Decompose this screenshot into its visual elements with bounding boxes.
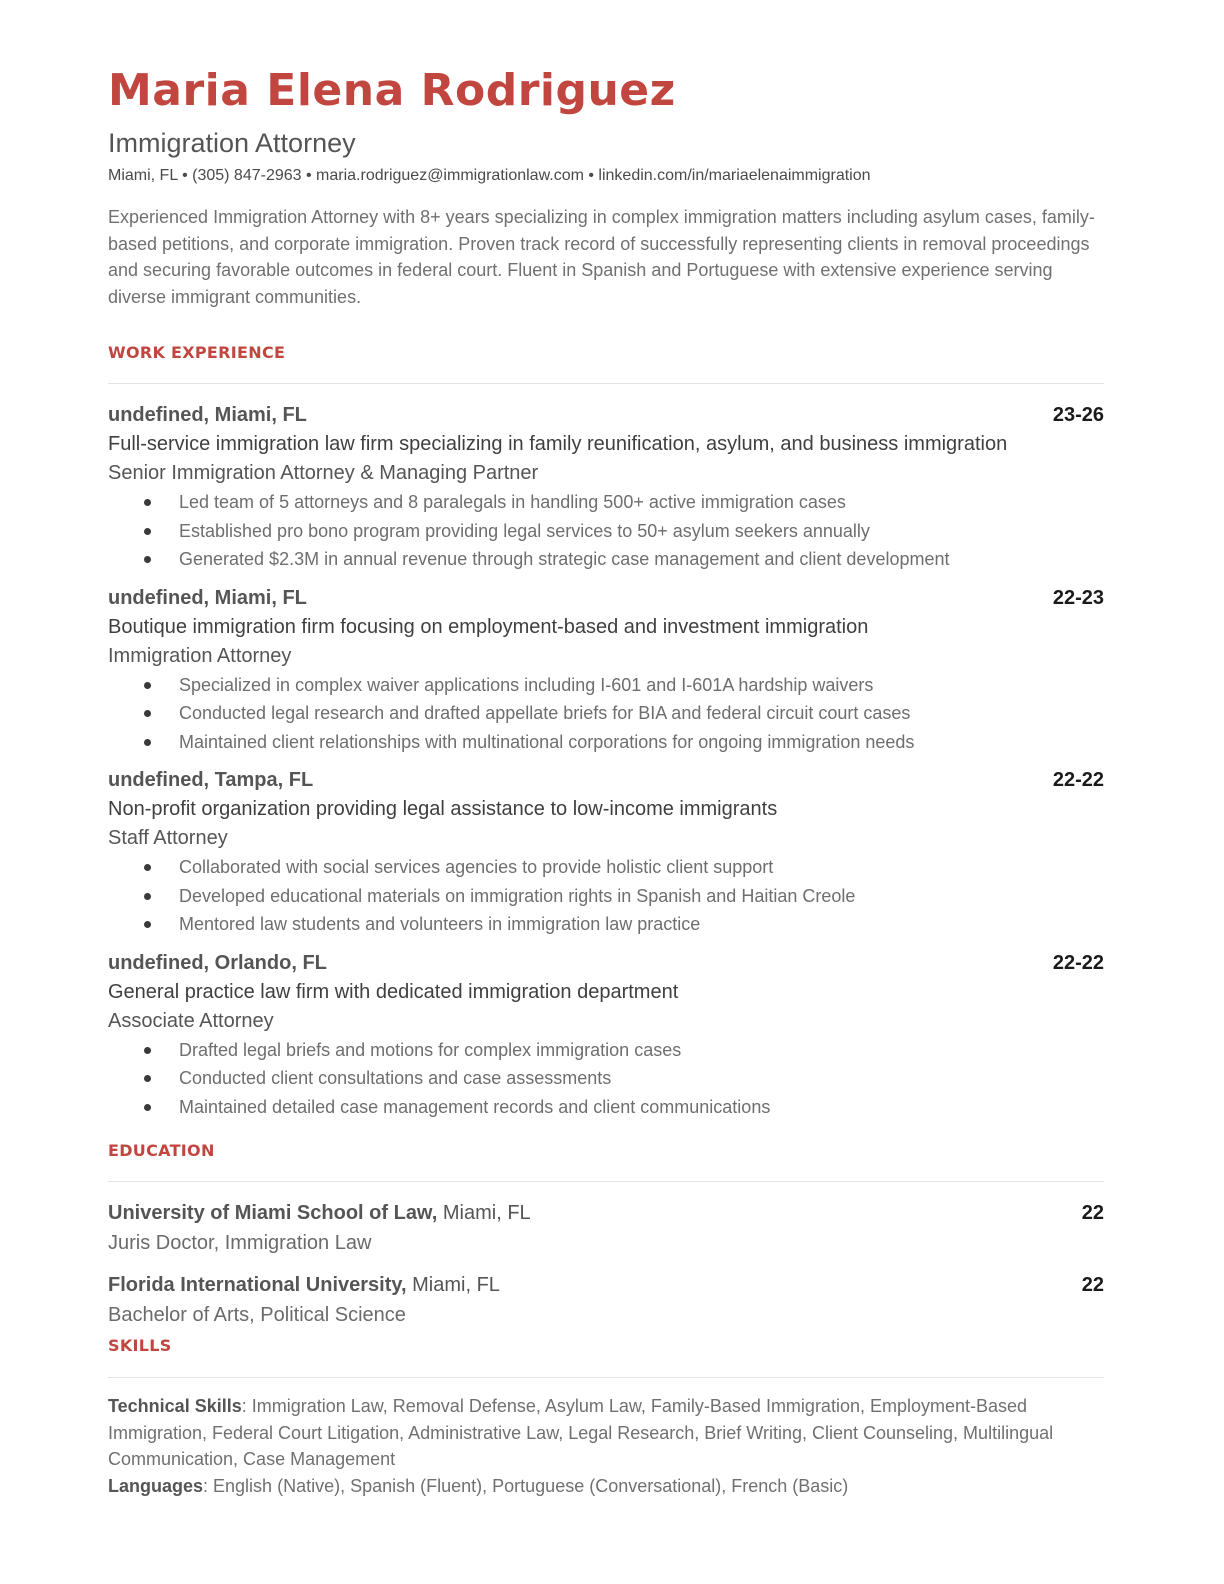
job-bullets xyxy=(108,853,1104,939)
bullet-item: Collaborated with social services agencies to provide holistic client support xyxy=(108,853,1104,882)
education-entry xyxy=(108,1198,1104,1258)
job-description: Boutique immigration firm focusing on employment-based and investment immigration xyxy=(108,615,869,638)
job-entry xyxy=(108,948,1104,1122)
languages-value: : English (Native), Spanish (Fluent), Portuguese (Conversational), French (Basic) xyxy=(203,1475,849,1496)
bullet-item: Maintained detailed case management records and client communications xyxy=(108,1093,1104,1122)
skills-heading: SKILLS xyxy=(108,1336,172,1355)
education-heading: EDUCATION xyxy=(108,1141,215,1160)
job-description: Non-profit organization providing legal assistance to low-income immigrants xyxy=(108,798,778,820)
resume-page xyxy=(108,62,1104,1499)
section-divider xyxy=(108,1377,1104,1378)
section-divider xyxy=(108,1181,1104,1182)
job-role: Associate Attorney xyxy=(108,1009,274,1032)
school-name: Florida International University, xyxy=(108,1274,407,1296)
job-bullets xyxy=(108,671,1104,757)
work-experience-heading: WORK EXPERIENCE xyxy=(108,343,286,362)
bullet-item: Conducted legal research and drafted appellate briefs for BIA and federal circuit court cases xyxy=(108,699,1104,728)
job-company: undefined, Tampa, FL xyxy=(108,769,314,791)
job-bullets xyxy=(108,488,1104,574)
job-role: Senior Immigration Attorney & Managing Partner xyxy=(108,462,539,484)
job-dates: 23-26 xyxy=(1052,404,1104,426)
job-role: Immigration Attorney xyxy=(108,644,292,667)
bullet-item: Maintained client relationships with multinational corporations for ongoing immigration needs xyxy=(108,728,1104,757)
job-dates: 22-22 xyxy=(1052,951,1104,974)
school-name: University of Miami School of Law, xyxy=(108,1202,438,1224)
technical-skills-label: Technical Skills xyxy=(108,1396,242,1416)
job-title: Immigration Attorney xyxy=(108,128,356,158)
technical-skills-value: : Immigration Law, Removal Defense, Asylum Law, Family-Based Immigration, Employment-Based Immigration, Federal Court Litigation, Administrative Law, Legal Research, Brief Writing, Client Counseling, Multilingual Communication, Case Management xyxy=(108,1396,1054,1469)
job-description: General practice law firm with dedicated immigration department xyxy=(108,980,679,1003)
job-entry xyxy=(108,400,1104,574)
languages-label: Languages xyxy=(108,1475,204,1496)
bullet-item: Drafted legal briefs and motions for complex immigration cases xyxy=(108,1036,1104,1065)
graduation-year: 22 xyxy=(1081,1202,1104,1224)
education-section xyxy=(108,1141,1104,1330)
school-location: Miami, FL xyxy=(442,1202,531,1224)
bullet-item: Specialized in complex waiver applications including I-601 and I-601A hardship waivers xyxy=(108,671,1104,700)
degree: Bachelor of Arts, Political Science xyxy=(108,1304,406,1326)
bullet-item: Established pro bono program providing legal services to 50+ asylum seekers annually xyxy=(108,517,1104,546)
bullet-item: Developed educational materials on immigration rights in Spanish and Haitian Creole xyxy=(108,882,1104,911)
education-entry xyxy=(108,1270,1104,1330)
bullet-item: Conducted client consultations and case assessments xyxy=(108,1064,1104,1093)
section-divider xyxy=(108,383,1104,384)
job-entry xyxy=(108,765,1104,939)
bullet-item: Generated $2.3M in annual revenue through strategic case management and client development xyxy=(108,545,1104,574)
bullet-item: Led team of 5 attorneys and 8 paralegals in handling 500+ active immigration cases xyxy=(108,488,1104,517)
technical-skills xyxy=(108,1393,1104,1473)
job-company: undefined, Miami, FL xyxy=(108,404,307,426)
school-location: Miami, FL xyxy=(412,1274,500,1296)
summary-paragraph: Experienced Immigration Attorney with 8+ years specializing in complex immigration matters including asylum cases, family-based petitions, and corporate immigration. Proven track record of successfully representing clients in removal proceedings and securing favorable outcomes in federal court. Fluent in Spanish and Portuguese with extensive experience serving diverse immigrant communities. xyxy=(108,207,1095,307)
bullet-item: Mentored law students and volunteers in immigration law practice xyxy=(108,910,1104,939)
contact-line: Miami, FL • (305) 847-2963 • maria.rodriguez@immigrationlaw.com • linkedin.com/in/mariaelenaimmigration xyxy=(108,167,871,184)
job-company: undefined, Miami, FL xyxy=(108,586,307,609)
job-bullets xyxy=(108,1036,1104,1122)
work-experience-section xyxy=(108,343,1104,1121)
job-role: Staff Attorney xyxy=(108,827,228,849)
degree: Juris Doctor, Immigration Law xyxy=(108,1232,372,1254)
languages xyxy=(108,1473,1104,1500)
graduation-year: 22 xyxy=(1081,1274,1104,1296)
skills-section xyxy=(108,1336,1104,1499)
candidate-name: Maria Elena Rodriguez xyxy=(108,65,676,116)
job-dates: 22-22 xyxy=(1052,769,1104,791)
job-dates: 22-23 xyxy=(1052,586,1104,609)
job-entry xyxy=(108,583,1104,757)
job-description: Full-service immigration law firm specializing in family reunification, asylum, and business immigration xyxy=(108,433,1008,455)
job-company: undefined, Orlando, FL xyxy=(108,951,327,974)
